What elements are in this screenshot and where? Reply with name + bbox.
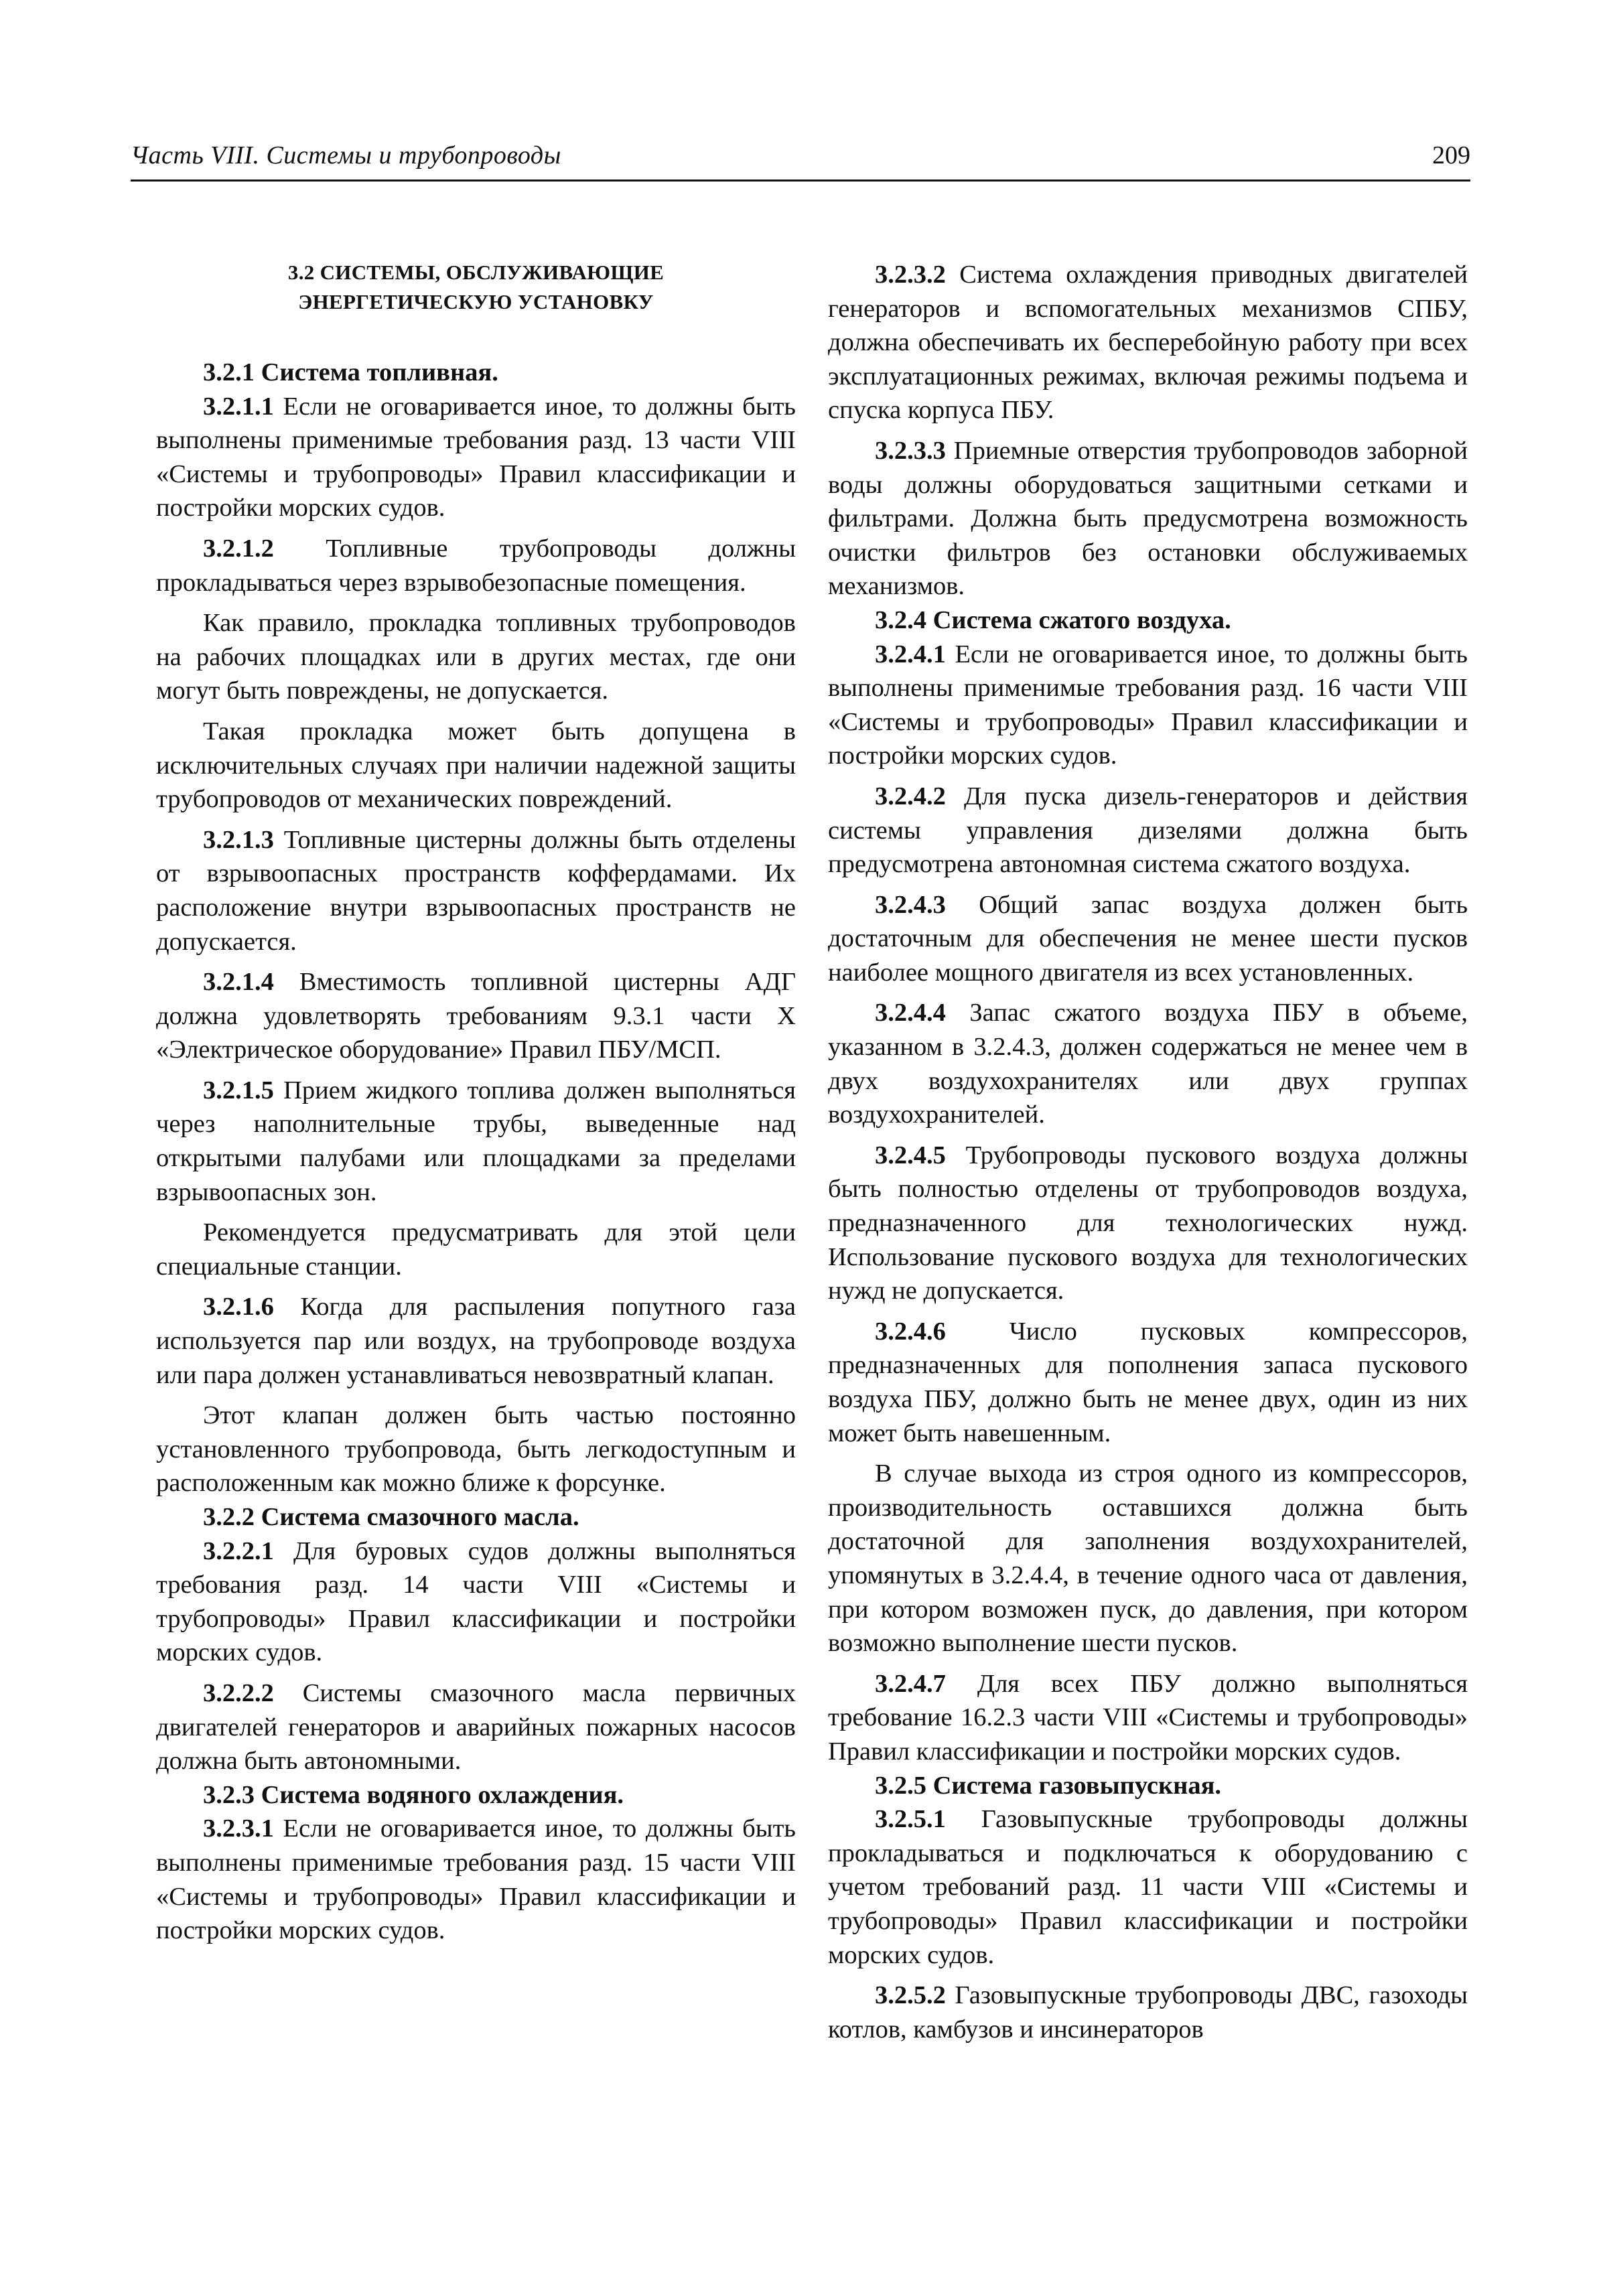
paragraph: 3.2.4.3 Общий запас воздуха должен быть достаточным для обеспечения не менее шести пусков наиболее мощного двигателя из всех установленных. (828, 890, 1468, 987)
paragraph: 3.2.4.5 Трубопроводы пускового воздуха должны быть полностью отделены от трубопроводов воздуха, предназначенного для технологических нужд. Использование пускового воздуха для технологических нужд не допускается. (828, 1141, 1468, 1305)
paragraph: 3.2.3.3 Приемные отверстия трубопроводов заборной воды должны оборудоваться защитными сетками и фильтрами. Должна быть предусмотрена возможность очистки фильтров без остановки обслуживаемых механизмов. (828, 436, 1468, 601)
paragraph: Как правило, прокладка топливных трубопроводов на рабочих площадках или в других местах, где они могут быть повреждены, не допускается. (156, 609, 796, 705)
paragraph: 3.2.4.2 Для пуска дизель-генераторов и действия системы управления дизелями должна быть предусмотрена автономная система сжатого воздуха. (828, 782, 1468, 879)
paragraph: 3.2.4.1 Если не оговаривается иное, то должны быть выполнены применимые требования разд. 16 части VIII «Системы и трубопроводы» Правил классификации и постройки морских судов. (828, 640, 1468, 770)
paragraph: 3.2.4.4 Запас сжатого воздуха ПБУ в объеме, указанном в 3.2.4.3, должен содержаться не менее чем в двух воздухохранителях или двух группах воздухохранителей. (828, 999, 1468, 1129)
section-title-line-2: ЭНЕРГЕТИЧЕСКУЮ УСТАНОВКУ (298, 290, 654, 313)
paragraph: Такая прокладка может быть допущена в исключительных случаях при наличии надежной защиты трубопроводов от механических повреждений. (156, 717, 796, 814)
paragraph: 3.2.2.1 Для буровых судов должны выполняться требования разд. 14 части VIII «Системы и трубопроводы» Правил классификации и постройки морских судов. (156, 1536, 796, 1667)
paragraph: 3.2.1.2 Топливные трубопроводы должны прокладываться через взрывобезопасные помещения. (156, 534, 796, 597)
paragraph: 3.2.4.6 Число пусковых компрессоров, предназначенных для пополнения запаса пускового воздуха ПБУ, должно быть не менее двух, один из них может быть навешенным. (828, 1317, 1468, 1447)
subsection-heading: 3.2.1 Система топливная. (203, 358, 498, 386)
right-column (828, 258, 1468, 2046)
subsection-heading: 3.2.3 Система водяного охлаждения. (203, 1780, 624, 1809)
paragraph: 3.2.3.1 Если не оговаривается иное, то должны быть выполнены применимые требования разд. 15 части VIII «Системы и трубопроводы» Правил классификации и постройки морских судов. (156, 1814, 796, 1945)
subsection-heading: 3.2.5 Система газовыпускная. (875, 1771, 1222, 1800)
left-column (156, 258, 796, 1948)
subsection-heading: 3.2.2 Система смазочного масла. (203, 1503, 579, 1531)
subsection-heading: 3.2.4 Система сжатого воздуха. (875, 605, 1231, 634)
paragraph: 3.2.3.2 Система охлаждения приводных двигателей генераторов и вспомогательных механизмов СПБУ, должна обеспечивать их бесперебойную работу при всех эксплуатационных режимах, включая режимы подъема и спуска корпуса ПБУ. (828, 261, 1468, 425)
paragraph: 3.2.1.5 Прием жидкого топлива должен выполняться через наполнительные трубы, выведенные над открытыми палубами или площадками за пределами взрывоопасных зон. (156, 1076, 796, 1206)
paragraph: 3.2.2.2 Системы смазочного масла первичных двигателей генераторов и аварийных пожарных насосов должна быть автономными. (156, 1678, 796, 1776)
paragraph: 3.2.5.2 Газовыпускные трубопроводы ДВС, газоходы котлов, камбузов и инсинераторов (828, 1981, 1468, 2043)
paragraph: 3.2.1.4 Вместимость топливной цистерны АДГ должна удовлетворять требованиям 9.3.1 части X «Электрическое оборудование» Правил ПБУ/МСП. (156, 968, 796, 1064)
paragraph: В случае выхода из строя одного из компрессоров, производительность оставшихся должна быть достаточной для заполнения воздухохранителей, упомянутых в 3.2.4.4, в течение одного часа от давления, при котором возможен пуск, до давления, при котором возможно выполнение шести пусков. (828, 1459, 1468, 1658)
section-title (156, 258, 796, 317)
page-number: 209 (1432, 141, 1470, 169)
paragraph: 3.2.1.6 Когда для распыления попутного газа используется пар или воздух, на трубопроводе воздуха или пара должен устанавливаться невозвратный клапан. (156, 1293, 796, 1389)
paragraph: 3.2.1.3 Топливные цистерны должны быть отделены от взрывоопасных пространств коффердамами. Их расположение внутри взрывоопасных пространств не допускается. (156, 825, 796, 956)
paragraph: Этот клапан должен быть частью постоянно установленного трубопровода, быть легкодоступным и расположенным как можно ближе к форсунке. (156, 1401, 796, 1498)
section-title-line-1: 3.2 СИСТЕМЫ, ОБСЛУЖИВАЮЩИЕ (287, 261, 665, 284)
header-rule (131, 180, 1470, 182)
page-header (131, 141, 1470, 182)
paragraph: 3.2.4.7 Для всех ПБУ должно выполняться требование 16.2.3 части VIII «Системы и трубопроводы» Правил классификации и постройки морских судов. (828, 1669, 1468, 1766)
paragraph: 3.2.1.1 Если не оговаривается иное, то должны быть выполнены применимые требования разд. 13 части VIII «Системы и трубопроводы» Правил классификации и постройки морских судов. (156, 392, 796, 522)
paragraph: 3.2.5.1 Газовыпускные трубопроводы должны прокладываться и подключаться к оборудованию с учетом требований разд. 11 части VIII «Системы и трубопроводы» Правил классификации и постройки морских судов. (828, 1805, 1468, 1969)
paragraph: Рекомендуется предусматривать для этой цели специальные станции. (156, 1218, 796, 1281)
running-title: Часть VIII. Системы и трубопроводы (131, 141, 561, 169)
